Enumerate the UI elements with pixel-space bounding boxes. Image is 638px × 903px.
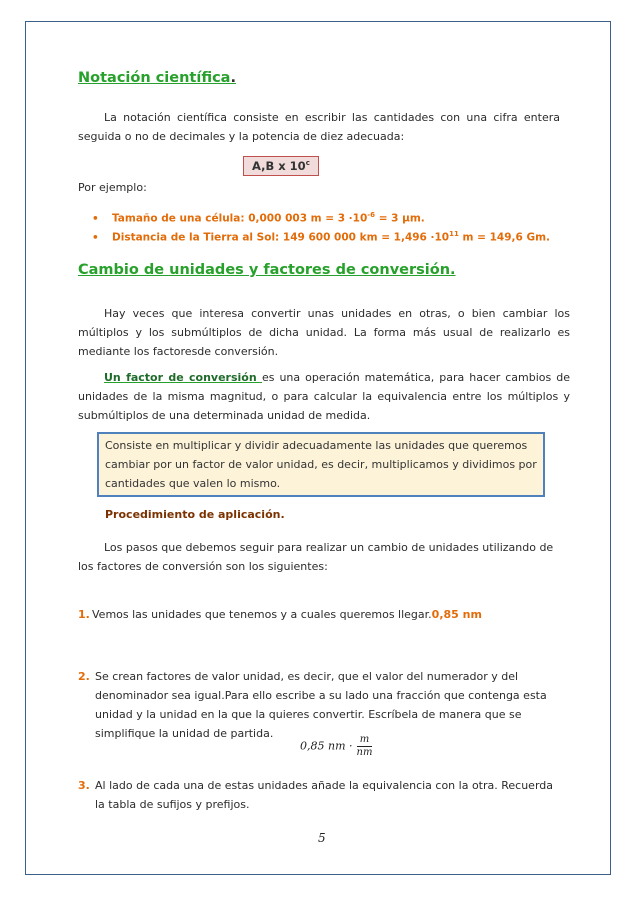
section-title-notacion: Notación científica. bbox=[78, 70, 236, 86]
procedure-title: Procedimiento de aplicación. bbox=[105, 508, 285, 521]
conversion-expression: 0,85 nm · $\frac{m}{nm}$ bbox=[300, 734, 373, 758]
paragraph-2: Un factor de conversión es una operación matemática, para hacer cambios de unidades de la misma magnitud, o para calcular la equivalencia entre los múltiplos y submúltiplos de una determinada unidad de medida. bbox=[78, 371, 570, 422]
step-2: 2. Se crean factores de valor unidad, es decir, que el valor del numerador y del denominador sea igual.Para ello escribe a su lado una fracción que contenga esta unidad y la unidad en la que la quieres convertir. Escríbela de manera que se simplifique la unidad de partida. bbox=[78, 670, 547, 740]
paragraph-1: Hay veces que interesa convertir unas unidades en otras, o bien cambiar los múltiplos y los submúltiplos de dicha unidad. La forma más usual de realizarlo es mediante los factoresde conversión. bbox=[78, 307, 570, 358]
factor-term: Un factor de conversión bbox=[104, 371, 262, 384]
page-number: 5 bbox=[318, 831, 326, 845]
step-1: 1. Vemos las unidades que tenemos y a cuales queremos llegar.0,85 nm bbox=[78, 608, 482, 621]
bullet-item: • Tamaño de una célula: 0,000 003 $m = 3 \cdot 10^{-6} = 3$ µm. bbox=[92, 211, 425, 225]
example-label: Por ejemplo: bbox=[78, 181, 147, 194]
bullet-item: • Distancia de la Tierra al Sol: 149 600 000 km = $1,496 \cdot 10^{11}$ m = 149,6 Gm. bbox=[92, 230, 550, 244]
procedure-intro: Los pasos que debemos seguir para realizar un cambio de unidades utilizando de los factores de conversión son los siguientes: bbox=[78, 541, 554, 573]
definition-box: Consiste en multiplicar y dividir adecuadamente las unidades que queremos cambiar por un factor de valor unidad, es decir, multiplicamos y dividimos por cantidades que valen lo mismo. bbox=[97, 432, 545, 497]
intro-paragraph: La notación científica consiste en escribir las cantidades con una cifra entera seguida o no de decimales y la potencia de diez adecuada: bbox=[78, 111, 560, 143]
section-title-cambio: Cambio de unidades y factores de conversión. bbox=[78, 262, 456, 278]
step-3: 3. Al lado de cada una de estas unidades añade la equivalencia con la otra. Recuerda la tabla de sufijos y prefijos. bbox=[78, 779, 553, 811]
formula-box: A,B x 10$^c$ bbox=[243, 156, 319, 176]
